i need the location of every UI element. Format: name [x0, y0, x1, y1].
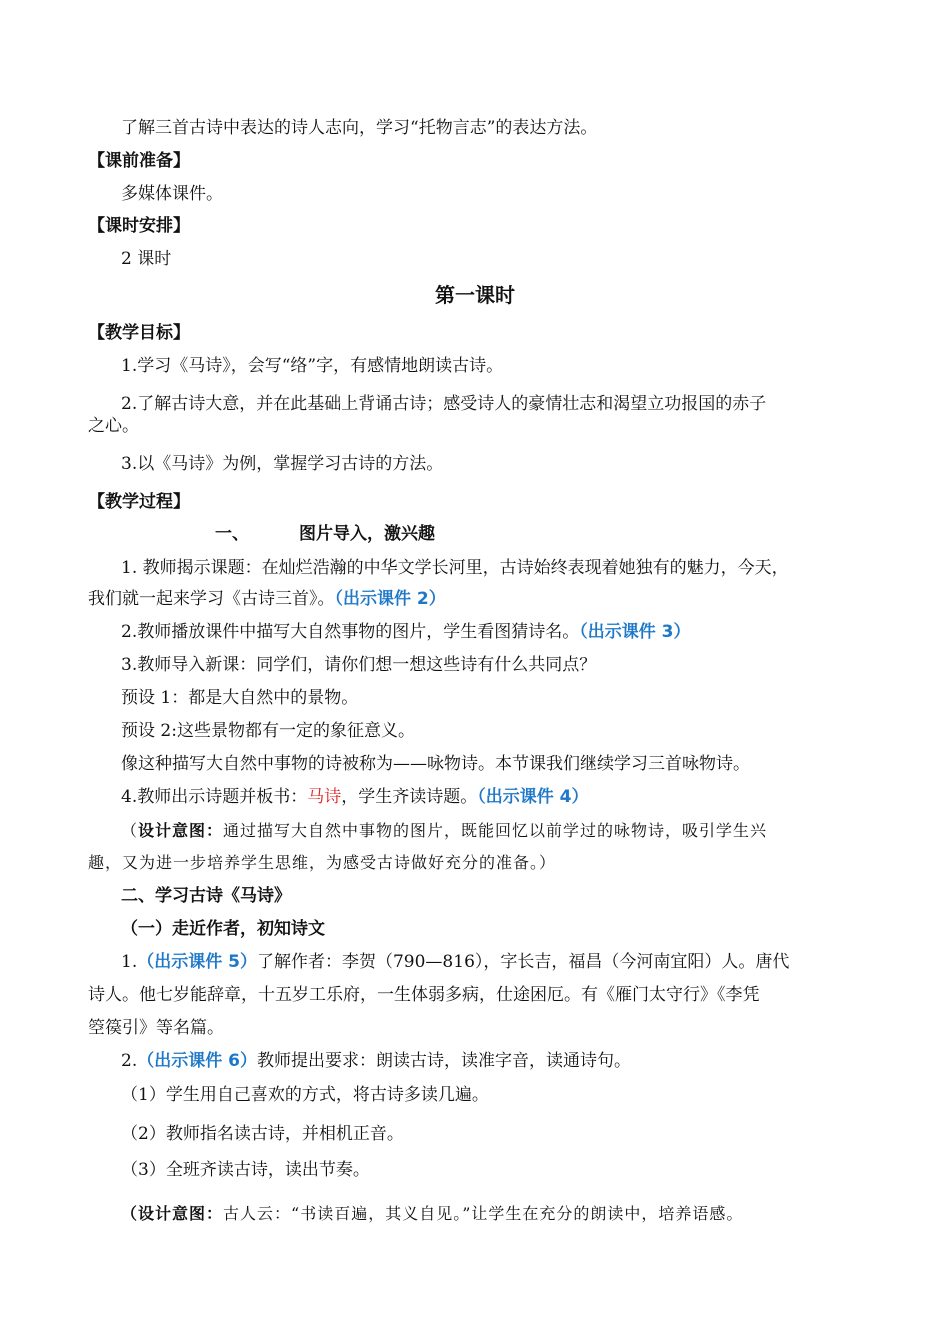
process-heading: 【教学过程】 [88, 492, 190, 512]
p3-line: 3.教师导入新课：同学们，请你们想一想这些诗有什么共同点？ [121, 655, 597, 675]
p1-line-a: 1. 教师揭示课题：在灿烂浩瀚的中华文学长河里，古诗始终表现着她独有的魅力，今天， [121, 558, 789, 578]
courseware-tag: （出示课件 4） [477, 787, 589, 807]
note-2-line [121, 1202, 890, 1226]
note-1-line-a [121, 819, 890, 843]
p3-summary: 像这种描写大自然中事物的诗被称为——咏物诗。本节课我们继续学习三首咏物诗。 [121, 754, 750, 774]
goal-item-1: 1.学习《马诗》，会写“络”字，有感情地朗读古诗。 [121, 356, 504, 376]
schedule-heading: 【课时安排】 [88, 216, 190, 236]
note-1-line-b: 趣，又为进一步培养学生思维，为感受古诗做好充分的准备。） [88, 853, 557, 872]
prep-text: 多媒体课件。 [121, 184, 223, 204]
courseware-tag: （出示课件 6） [137, 1051, 257, 1071]
note-1-open: （ [121, 821, 139, 840]
s1-text-a: 了解作者：李贺（790—816），字长吉，福昌（今河南宜阳）人。唐代 [256, 952, 790, 972]
p1-line-b [88, 587, 890, 611]
section-2-heading: 二、学习古诗《马诗》 [121, 886, 291, 906]
objective-line: 了解三首古诗中表达的诗人志向，学习“托物言志”的表达方法。 [121, 118, 598, 138]
p4-line [121, 785, 890, 809]
note-2-text: 古人云：“书读百遍，其义自见。”让学生在充分的朗读中，培养语感。 [223, 1204, 744, 1223]
section-1-number: 一、 [215, 524, 249, 544]
p1-text: 我们就一起来学习《古诗三首》。 [88, 589, 335, 609]
s1-line-b: 诗人。他七岁能辞章，十五岁工乐府，一生体弱多病，仕途困厄。有《雁门太守行》《李凭 [88, 985, 760, 1005]
p4-text-b: ，学生齐读诗题。 [341, 787, 478, 807]
note-1-text-a: 通过描写大自然中事物的图片，既能回忆以前学过的咏物诗，吸引学生兴 [223, 821, 768, 840]
s2-number: 2. [121, 1051, 138, 1071]
schedule-text: 2 课时 [121, 249, 172, 269]
p4-text-a: 4.教师出示诗题并板书： [121, 787, 308, 807]
s1-number: 1. [121, 952, 138, 972]
courseware-tag: （出示课件 2） [334, 589, 446, 609]
p3-preset-2: 预设 2:这些景物都有一定的象征意义。 [121, 721, 415, 741]
goal-item-2b: 之心。 [88, 416, 139, 436]
prep-heading: 【课前准备】 [88, 151, 190, 171]
courseware-tag: （出示课件 5） [137, 952, 257, 972]
section-1-title: 图片导入，激兴趣 [299, 524, 435, 544]
lesson-title: 第一课时 [435, 283, 515, 307]
s2-text: 教师提出要求：朗读古诗，读准字音，读通诗句。 [256, 1051, 631, 1071]
s1-line-c: 箜篌引》等名篇。 [88, 1018, 224, 1038]
goal-item-2a: 2.了解古诗大意，并在此基础上背诵古诗；感受诗人的豪情壮志和渴望立功报国的赤子 [121, 394, 767, 414]
goal-item-3: 3.以《马诗》为例，掌握学习古诗的方法。 [121, 454, 444, 474]
s2-step-2: （2）教师指名读古诗，并相机正音。 [121, 1124, 404, 1144]
board-title-highlight: 马诗 [307, 787, 342, 807]
note-2-label: （设计意图： [121, 1204, 224, 1223]
p2-line [121, 620, 890, 644]
s1-line-a [121, 950, 890, 974]
s2-step-1: （1）学生用自己喜欢的方式，将古诗多读几遍。 [121, 1085, 489, 1105]
p2-text: 2.教师播放课件中描写大自然事物的图片，学生看图猜诗名。 [121, 622, 580, 642]
subsection-1-heading: （一）走近作者，初知诗文 [121, 919, 325, 939]
note-1-label: 设计意图： [138, 821, 224, 840]
section-1-heading [215, 522, 890, 546]
goals-heading: 【教学目标】 [88, 323, 190, 343]
s2-step-3: （3）全班齐读古诗，读出节奏。 [121, 1160, 370, 1180]
courseware-tag: （出示课件 3） [579, 622, 691, 642]
s2-line [121, 1049, 890, 1073]
p3-preset-1: 预设 1：都是大自然中的景物。 [121, 688, 359, 708]
